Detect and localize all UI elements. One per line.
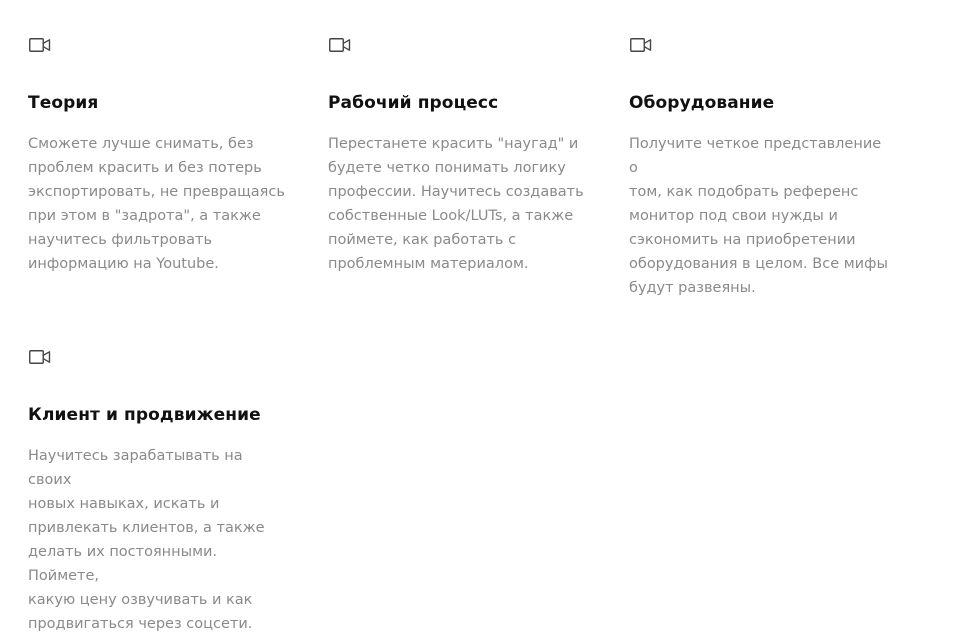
video-camera-icon (329, 37, 351, 53)
feature-description: Перестанете красить "наугад" и будете четко понимать логику профессии. Научитесь создавать собственные Look/LUTs, а также поймете, как работать с проблемным материалом. (328, 136, 584, 272)
video-camera-icon (630, 37, 652, 53)
feature-title: Оборудование (629, 93, 775, 113)
feature-title: Клиент и продвижение (28, 405, 261, 425)
feature-card-workflow (328, 37, 588, 276)
video-camera-icon (29, 37, 51, 53)
feature-card-theory (28, 37, 288, 276)
feature-card-client (28, 349, 288, 636)
feature-description: Сможете лучше снимать, без проблем красить и без потерь экспортировать, не превращаясь при этом в "задрота", а также научитесь фильтровать информацию на Youtube. (28, 136, 285, 272)
feature-description: Получите четкое представление о том, как подобрать референс монитор под свои нужды и сэкономить на приобретении оборудования в целом. Все мифы будут развеяны. (629, 136, 888, 296)
feature-card-equipment (629, 37, 889, 300)
feature-title: Рабочий процесс (328, 93, 499, 113)
feature-title: Теория (28, 93, 99, 113)
video-camera-icon (29, 349, 51, 365)
feature-description: Научитесь зарабатывать на своих новых навыках, искать и привлекать клиентов, а также делать их постоянными. Поймете, какую цену озвучивать и как продвигаться через соцсети. (28, 448, 265, 632)
